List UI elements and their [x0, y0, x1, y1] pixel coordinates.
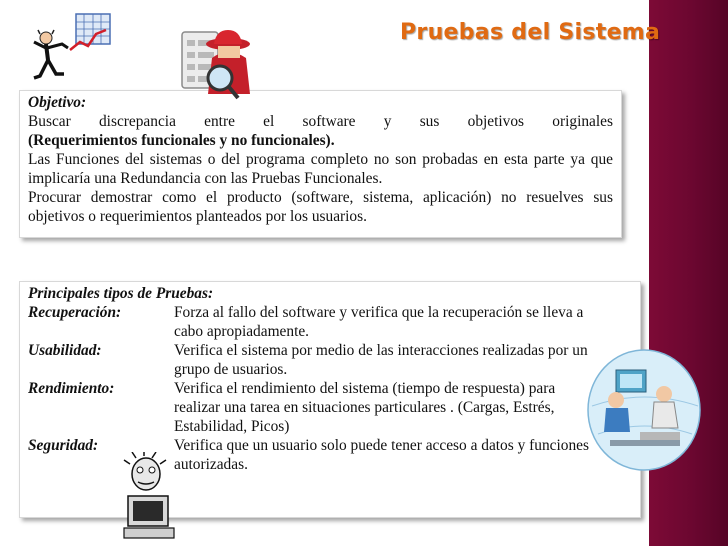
- test-type-description: Verifica el rendimiento del sistema (tiempo de respuesta) para realizar una tarea en situaciones particulares . (Cargas, Estrés, Estabilidad, Picos): [174, 380, 556, 435]
- objective-box: [19, 90, 622, 238]
- objective-line2: (Requerimientos funcionales y no funcionales).: [28, 132, 335, 149]
- objective-para2: Las Funciones del sistemas o del programa completo no son probadas en esta parte ya que implicaría una Redundancia con las Pruebas Funcionales.: [28, 151, 613, 187]
- detective-magnifier-icon: [180, 28, 260, 104]
- test-types-heading: Principales tipos de Pruebas:: [28, 285, 214, 302]
- test-type-label: Recuperación:: [28, 304, 122, 321]
- objective-para3: Procurar demostrar como el producto (software, sistema, aplicación) no resuelves sus objetivos o requerimientos planteados por los usuarios.: [28, 189, 613, 225]
- stickman-chart-icon: [28, 12, 114, 86]
- test-type-description: Verifica el sistema por medio de las interacciones realizadas por un grupo de usuarios.: [174, 342, 588, 378]
- test-type-description: Verifica que un usuario solo puede tener acceso a datos y funciones autorizadas.: [174, 437, 589, 473]
- office-workers-globe-icon: [586, 348, 704, 472]
- test-type-row: [28, 303, 632, 341]
- confused-computer-user-icon: [116, 452, 182, 544]
- test-type-description: Forza al fallo del software y verifica que la recuperación se lleva a cabo apropiadamente.: [174, 304, 584, 340]
- test-type-label: Usabilidad:: [28, 342, 102, 359]
- page-title: Pruebas del Sistema: [400, 20, 661, 45]
- test-type-row: [28, 379, 632, 436]
- test-type-row: [28, 341, 632, 379]
- test-type-label: Seguridad:: [28, 437, 99, 454]
- objective-line1: Buscar discrepancia entre el software y sus objetivos originales: [28, 113, 613, 130]
- objective-heading: Objetivo:: [28, 94, 87, 111]
- test-type-label: Rendimiento:: [28, 380, 115, 397]
- test-types-box: [19, 281, 641, 518]
